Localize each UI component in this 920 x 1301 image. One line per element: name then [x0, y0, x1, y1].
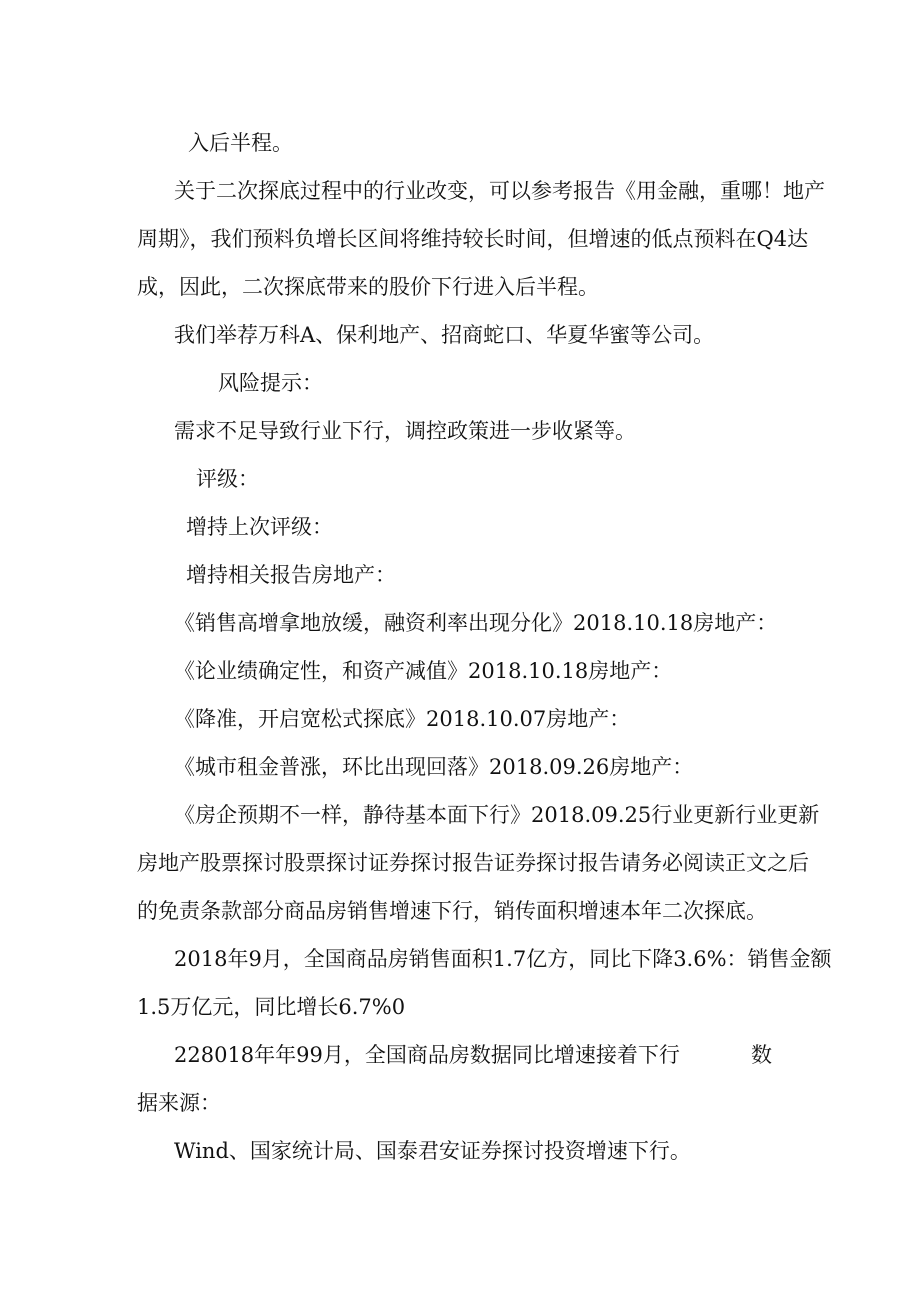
paragraph-line: 周期》，我们预料负增长区间将维持较长时间，但增速的低点预料在Q4达 — [137, 227, 809, 251]
paragraph-line: 关于二次探底过程中的行业改变，可以参考报告《用金融，重哪！地产 — [174, 179, 825, 203]
related-report: 《销售高增拿地放缓，融资利率出现分化》2018.10.18房地产： — [174, 611, 778, 635]
section-heading: 风险提示： — [218, 371, 323, 395]
paragraph-line: 入后半程。 — [188, 131, 293, 155]
paragraph-line: 228018年年99月，全国商品房数据同比增速接着下行 — [174, 1043, 680, 1067]
section-heading: 评级： — [196, 467, 259, 491]
paragraph-line: 增持相关报告房地产： — [186, 563, 396, 587]
paragraph-line: 2018年9月，全国商品房销售面积1.7亿方，同比下降3.6%：销售金额 — [174, 947, 832, 971]
paragraph-line: 我们举荐万科A、保利地产、招商蛇口、华夏华蜜等公司。 — [174, 323, 715, 347]
paragraph-line: 据来源： — [137, 1091, 221, 1115]
related-report: 《论业绩确定性，和资产减值》2018.10.18房地产： — [174, 659, 673, 683]
paragraph-line: 房地产股票探讨股票探讨证券探讨报告证券探讨报告请务必阅读正文之后 — [137, 851, 809, 875]
paragraph-line: 成，因此，二次探底带来的股价下行进入后半程。 — [137, 275, 599, 299]
related-report: 《降准，开启宽松式探底》2018.10.07房地产： — [174, 707, 631, 731]
paragraph-line: 数 — [751, 1043, 772, 1067]
related-report: 《城市租金普涨，环比出现回落》2018.09.26房地产： — [174, 755, 694, 779]
paragraph-line: 1.5万亿元，同比增长6.7%0 — [137, 995, 406, 1019]
paragraph-line: 的免责条款部分商品房销售增速下行，销传面积增速本年二次探底。 — [137, 899, 767, 923]
paragraph-line: Wind、国家统计局、国泰君安证券探讨投资增速下行。 — [174, 1139, 691, 1163]
paragraph-line: 增持上次评级： — [186, 515, 333, 539]
paragraph-line: 需求不足导致行业下行，调控政策进一步收紧等。 — [174, 419, 636, 443]
paragraph-line: 《房企预期不一样，静待基本面下行》2018.09.25行业更新行业更新 — [174, 803, 820, 827]
